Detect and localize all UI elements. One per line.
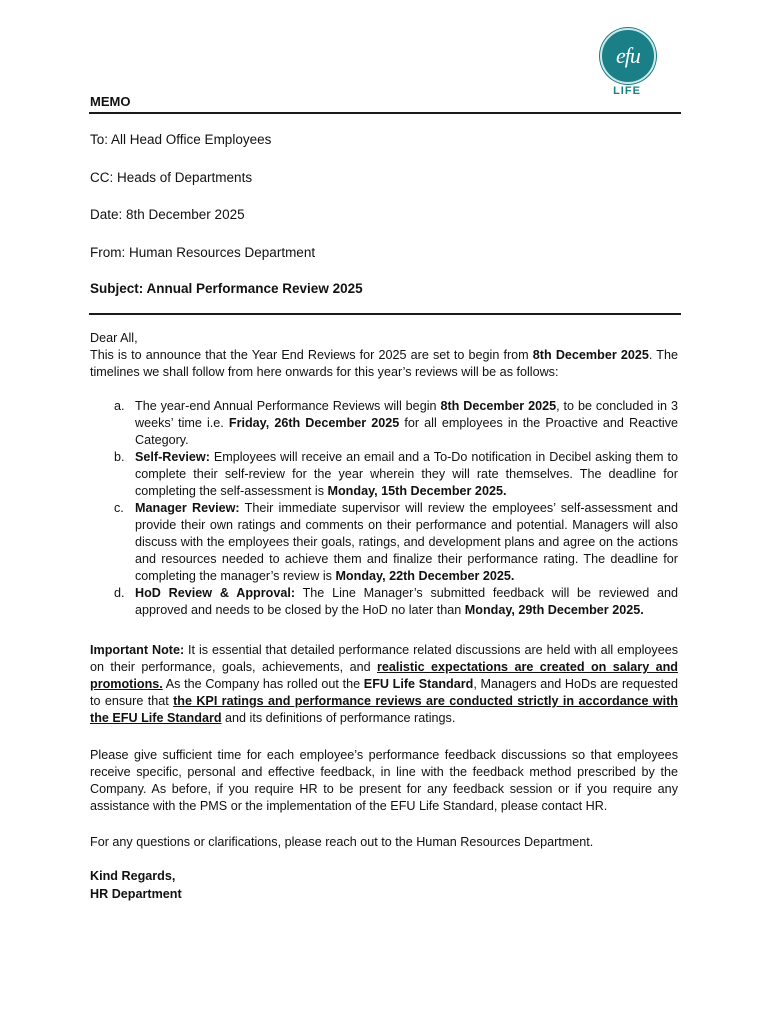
header-top-divider: [89, 112, 681, 114]
list-marker: c.: [114, 501, 124, 515]
intro-text: This is to announce that the Year End Reviews for 2025 are set to begin from: [90, 348, 533, 362]
review-timeline-list: [90, 398, 678, 619]
greeting: Dear All,: [90, 331, 138, 345]
note-text: It is essential that detailed performance related discussions are held with all employees on their performance, goals, achievements, and: [90, 643, 678, 674]
efu-life-logo: [598, 28, 656, 102]
note-underlined-salary: realistic expectations are created on salary and promotions.: [90, 660, 678, 691]
important-note-paragraph: [90, 642, 678, 727]
item-date: 8th December 2025: [440, 399, 557, 413]
signature: HR Department: [90, 887, 182, 901]
note-lead: Important Note:: [90, 643, 185, 657]
start-date-emphasis: 8th December 2025: [532, 348, 649, 362]
list-marker: a.: [114, 399, 125, 413]
note-text: and its definitions of performance ratings.: [221, 711, 456, 725]
intro-paragraph: [90, 347, 678, 381]
memo-date: Date: 8th December 2025: [90, 207, 245, 222]
list-marker: b.: [114, 450, 125, 464]
note-text: , Managers and HoDs are requested to ensure that: [90, 677, 679, 708]
signoff: [90, 867, 182, 903]
item-text: The year-end Annual Performance Reviews will begin: [135, 399, 441, 413]
note-text: As the Company has rolled out the: [162, 677, 364, 691]
intro-text-end: . The timelines we shall follow from here onwards for this year’s reviews will be as follows:: [90, 348, 678, 379]
memo-subject: Subject: Annual Performance Review 2025: [90, 281, 363, 296]
item-lead: HoD Review & Approval:: [135, 586, 296, 600]
item-lead: Manager Review:: [135, 501, 240, 515]
header-bottom-divider: [89, 313, 681, 315]
item-text: The Line Manager’s submitted feedback will be reviewed and approved and needs to be closed by the HoD no later than: [135, 586, 678, 617]
questions-paragraph: For any questions or clarifications, please reach out to the Human Resources Department.: [90, 835, 594, 849]
list-item: [90, 449, 678, 500]
note-underlined-kpi: the KPI ratings and performance reviews are conducted strictly in accordance with the EFU Life Standard: [90, 694, 678, 725]
item-date: Monday, 15th December 2025.: [327, 484, 507, 498]
item-text: Employees will receive an email and a To-Do notification in Decibel asking them to complete their self-review for the year wherein they will rate themselves. The deadline for completing the self-assessment is: [135, 450, 678, 498]
memo-to: To: All Head Office Employees: [90, 132, 272, 147]
memo-cc: CC: Heads of Departments: [90, 170, 253, 185]
memo-from: From: Human Resources Department: [90, 245, 316, 260]
memo-title: MEMO: [90, 94, 131, 109]
list-item: [90, 500, 678, 585]
kind-regards: Kind Regards,: [90, 869, 176, 883]
item-lead: Self-Review:: [135, 450, 210, 464]
logo-subtext: LIFE: [613, 85, 641, 97]
list-marker: d.: [114, 586, 125, 600]
item-text: Their immediate supervisor will review the employees’ self-assessment and provide their own ratings and comments on their performance and potential. Managers will also discuss with the employees their goals, ratings, and development plans and agree on the actions and resources needed to achieve them and finalize their performance rating. The deadline for completing the manager’s review is: [135, 501, 678, 583]
item-text: , to be concluded in 3 weeks’ time i.e.: [135, 399, 678, 430]
intro-block: [90, 330, 678, 381]
list-item: [90, 398, 678, 449]
feedback-paragraph: Please give sufficient time for each employee’s performance feedback discussions so that employees receive specific, personal and effective feedback, in line with the feedback method prescribed by the Company. As before, if you require HR to be present for any feedback session or if you require any assistance with the PMS or the implementation of the EFU Life Standard, please contact HR.: [90, 748, 678, 813]
logo-mark: efu: [600, 28, 656, 84]
item-date: Friday, 26th December 2025: [228, 416, 400, 430]
note-efu-standard: EFU Life Standard: [363, 677, 474, 691]
item-date: Monday, 22th December 2025.: [335, 569, 515, 583]
item-text: for all employees in the Proactive and Reactive Category.: [135, 416, 678, 447]
list-item: [90, 585, 678, 619]
item-date: Monday, 29th December 2025.: [464, 603, 644, 617]
